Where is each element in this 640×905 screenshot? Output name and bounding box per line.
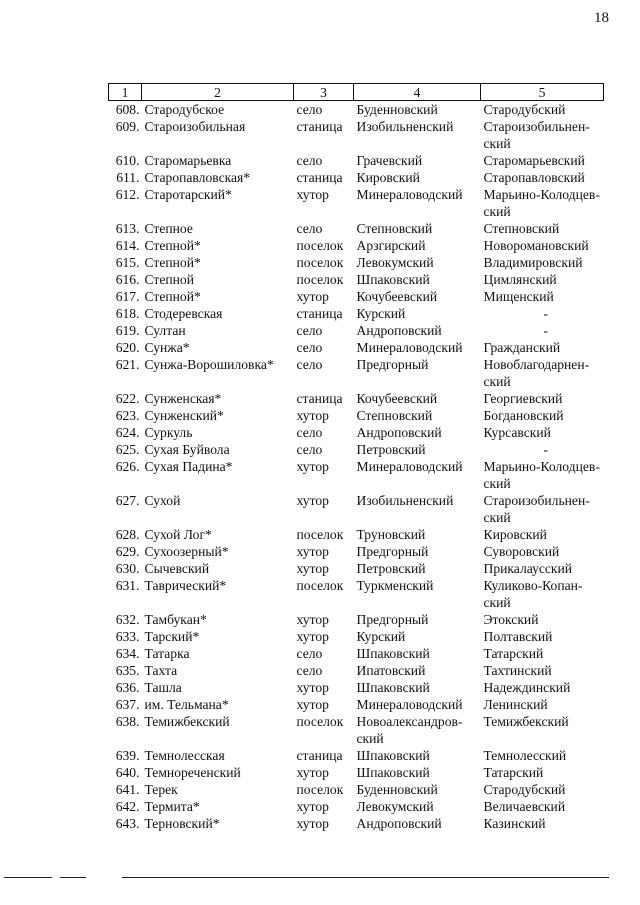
settlement-name: Султан [144, 323, 186, 338]
settlement-name: Староизобильная [144, 119, 246, 134]
settlement-type: поселок [296, 714, 344, 729]
footer-rule-mid [60, 877, 86, 878]
district: Кочубеевский [356, 289, 438, 304]
settlement-name: Татарка [144, 646, 190, 661]
municipality: Староизобильнен- ский [483, 493, 590, 525]
header-col-1: 1 [109, 84, 142, 101]
district: Грачевский [356, 153, 423, 168]
table-row [109, 560, 604, 577]
district: Петровский [356, 442, 426, 457]
district: Предгорный [356, 544, 429, 559]
municipality: Величаевский [483, 799, 566, 814]
settlement-name: Старопавловская* [144, 170, 251, 185]
row-number: 637. [115, 697, 140, 712]
table-row [109, 492, 604, 526]
table-row [109, 169, 604, 186]
settlement-name: Темнореченский [144, 765, 241, 780]
settlement-name: Термита* [144, 799, 200, 814]
settlement-name: Степное [144, 221, 193, 236]
table-row [109, 764, 604, 781]
municipality: - [543, 306, 549, 321]
municipality: Суворовский [483, 544, 560, 559]
district: Минераловодский [356, 340, 463, 355]
settlement-type: хутор [296, 680, 329, 695]
settlement-name: Сунженский* [144, 408, 224, 423]
district: Левокумский [356, 255, 434, 270]
table-row [109, 220, 604, 237]
municipality: Полтавский [483, 629, 553, 644]
settlement-name: Степной* [144, 255, 201, 270]
table-row [109, 747, 604, 764]
table-row [109, 186, 604, 220]
table-row [109, 798, 604, 815]
district: Курский [356, 306, 406, 321]
row-number: 623. [115, 408, 140, 423]
settlement-type: хутор [296, 459, 329, 474]
district: Минераловодский [356, 697, 463, 712]
district: Изобильненский [356, 493, 454, 508]
municipality: Марьино-Колодцев- ский [483, 459, 600, 491]
municipality: Надеждинский [483, 680, 571, 695]
row-number: 622. [115, 391, 140, 406]
settlement-type: поселок [296, 578, 344, 593]
row-number: 630. [115, 561, 140, 576]
municipality: Старомарьевский [483, 153, 585, 168]
table-row [109, 611, 604, 628]
row-number: 628. [115, 527, 140, 542]
settlement-name: Сунжа* [144, 340, 190, 355]
row-number: 613. [115, 221, 140, 236]
table-body [109, 101, 604, 833]
settlement-name: Терек [144, 782, 178, 797]
settlement-name: Стодеревская [144, 306, 223, 321]
table-row [109, 356, 604, 390]
municipality: Новоромановский [483, 238, 589, 253]
row-number: 631. [115, 578, 140, 593]
table-row [109, 254, 604, 271]
table-row [109, 458, 604, 492]
settlement-type: хутор [296, 561, 329, 576]
settlement-type: поселок [296, 782, 344, 797]
settlement-type: село [296, 646, 323, 661]
settlement-name: Тарский* [144, 629, 200, 644]
footer-rule-right [122, 877, 609, 878]
district: Кочубеевский [356, 391, 438, 406]
table-header [109, 84, 604, 101]
table-row [109, 441, 604, 458]
settlement-name: Сухая Падина* [144, 459, 233, 474]
row-number: 619. [115, 323, 140, 338]
settlement-type: поселок [296, 255, 344, 270]
settlement-type: хутор [296, 493, 329, 508]
municipality: Этокский [483, 612, 539, 627]
settlement-type: село [296, 221, 323, 236]
header-col-2: 2 [142, 84, 294, 101]
settlement-name: Степной* [144, 289, 201, 304]
municipality: Темнолесский [483, 748, 567, 763]
district: Труновский [356, 527, 426, 542]
settlement-type: станица [296, 748, 343, 763]
table-row [109, 645, 604, 662]
district: Предгорный [356, 612, 429, 627]
district: Шпаковский [356, 680, 430, 695]
municipality: Татарский [483, 765, 544, 780]
settlement-type: хутор [296, 289, 329, 304]
municipality: Куликово-Копан- ский [483, 578, 583, 610]
table-row [109, 339, 604, 356]
row-number: 614. [115, 238, 140, 253]
settlement-type: хутор [296, 544, 329, 559]
municipality: Владимировский [483, 255, 583, 270]
settlement-name: Сухой [144, 493, 181, 508]
settlement-name: Темижбекский [144, 714, 230, 729]
settlement-type: поселок [296, 272, 344, 287]
settlement-type: хутор [296, 629, 329, 644]
row-number: 641. [115, 782, 140, 797]
table-row [109, 526, 604, 543]
settlement-name: Терновский* [144, 816, 220, 831]
settlement-type: село [296, 323, 323, 338]
settlement-type: село [296, 425, 323, 440]
settlement-name: Сухоозерный* [144, 544, 229, 559]
settlement-name: Степной* [144, 238, 201, 253]
table-row [109, 407, 604, 424]
table-row [109, 815, 604, 832]
district: Минераловодский [356, 459, 463, 474]
municipality: Степновский [483, 221, 560, 236]
municipality: Тахтинский [483, 663, 552, 678]
settlements-table [108, 83, 604, 832]
settlement-type: станица [296, 306, 343, 321]
settlement-name: Старомарьевка [144, 153, 232, 168]
row-number: 642. [115, 799, 140, 814]
municipality: Казинский [483, 816, 546, 831]
district: Шпаковский [356, 748, 430, 763]
settlement-type: поселок [296, 238, 344, 253]
settlement-name: им. Тельмана* [144, 697, 229, 712]
row-number: 624. [115, 425, 140, 440]
table-row [109, 288, 604, 305]
settlement-name: Таврический* [144, 578, 227, 593]
settlement-name: Ташла [144, 680, 182, 695]
district: Левокумский [356, 799, 434, 814]
table-row [109, 305, 604, 322]
row-number: 629. [115, 544, 140, 559]
table-row [109, 118, 604, 152]
district: Шпаковский [356, 272, 430, 287]
settlement-name: Сычевский [144, 561, 210, 576]
district: Степновский [356, 408, 433, 423]
row-number: 638. [115, 714, 140, 729]
row-number: 635. [115, 663, 140, 678]
row-number: 626. [115, 459, 140, 474]
municipality: Гражданский [483, 340, 561, 355]
table-row [109, 152, 604, 169]
district: Курский [356, 629, 406, 644]
settlement-type: хутор [296, 408, 329, 423]
municipality: Прикалаусский [483, 561, 573, 576]
district: Кировский [356, 170, 420, 185]
table-row [109, 237, 604, 254]
settlement-type: село [296, 153, 323, 168]
district: Арзгирский [356, 238, 426, 253]
settlement-name: Старотарский* [144, 187, 232, 202]
district: Шпаковский [356, 765, 430, 780]
municipality: Староизобильнен- ский [483, 119, 590, 151]
settlement-name: Тамбукан* [144, 612, 207, 627]
table-row [109, 713, 604, 747]
row-number: 632. [115, 612, 140, 627]
table-row [109, 271, 604, 288]
district: Андроповский [356, 816, 442, 831]
row-number: 633. [115, 629, 140, 644]
settlement-name: Тахта [144, 663, 178, 678]
footer-rule-left [4, 877, 52, 878]
settlement-type: хутор [296, 612, 329, 627]
municipality: Георгиевский [483, 391, 563, 406]
district: Ипатовский [356, 663, 426, 678]
settlement-name: Сунженская* [144, 391, 222, 406]
header-col-3: 3 [294, 84, 354, 101]
header-col-4: 4 [354, 84, 481, 101]
district: Андроповский [356, 323, 442, 338]
settlement-type: хутор [296, 765, 329, 780]
settlement-type: село [296, 102, 323, 117]
settlement-type: село [296, 357, 323, 372]
municipality: Старопавловский [483, 170, 585, 185]
district: Буденновский [356, 782, 438, 797]
district: Новоалександров- ский [356, 714, 463, 746]
settlement-name: Темнолесская [144, 748, 225, 763]
table-row [109, 679, 604, 696]
district: Петровский [356, 561, 426, 576]
settlement-name: Стародубское [144, 102, 225, 117]
row-number: 615. [115, 255, 140, 270]
settlement-name: Сунжа-Ворошиловка* [144, 357, 274, 372]
table-row [109, 696, 604, 713]
row-number: 627. [115, 493, 140, 508]
header-col-5: 5 [481, 84, 604, 101]
row-number: 618. [115, 306, 140, 321]
municipality: Татарский [483, 646, 544, 661]
municipality: Новоблагодарнен- ский [483, 357, 590, 389]
settlement-type: хутор [296, 697, 329, 712]
settlement-type: село [296, 442, 323, 457]
row-number: 610. [115, 153, 140, 168]
row-number: 616. [115, 272, 140, 287]
row-number: 643. [115, 816, 140, 831]
settlement-name: Степной [144, 272, 194, 287]
table-row [109, 577, 604, 611]
municipality: Стародубский [483, 102, 566, 117]
settlement-name: Суркуль [144, 425, 193, 440]
municipality: Марьино-Колодцев- ский [483, 187, 600, 219]
row-number: 640. [115, 765, 140, 780]
municipality: - [543, 323, 549, 338]
settlement-type: село [296, 663, 323, 678]
settlement-type: станица [296, 170, 343, 185]
table-row [109, 628, 604, 645]
district: Изобильненский [356, 119, 454, 134]
table-row [109, 322, 604, 339]
row-number: 612. [115, 187, 140, 202]
municipality: Кировский [483, 527, 547, 542]
row-number: 609. [115, 119, 140, 134]
settlement-type: станица [296, 391, 343, 406]
table-row [109, 390, 604, 407]
table-row [109, 101, 604, 119]
table-row [109, 781, 604, 798]
settlement-type: хутор [296, 816, 329, 831]
district: Буденновский [356, 102, 438, 117]
row-number: 621. [115, 357, 140, 372]
settlement-type: поселок [296, 527, 344, 542]
municipality: Стародубский [483, 782, 566, 797]
district: Минераловодский [356, 187, 463, 202]
page-number: 18 [594, 10, 609, 26]
row-number: 611. [116, 170, 140, 185]
row-number: 625. [115, 442, 140, 457]
settlement-type: хутор [296, 187, 329, 202]
settlement-type: станица [296, 119, 343, 134]
district: Степновский [356, 221, 433, 236]
table-row [109, 424, 604, 441]
header-row [109, 84, 604, 101]
district: Андроповский [356, 425, 442, 440]
district: Предгорный [356, 357, 429, 372]
municipality: Богдановский [483, 408, 564, 423]
municipality: Ленинский [483, 697, 548, 712]
table-row [109, 662, 604, 679]
settlement-type: село [296, 340, 323, 355]
municipality: Мищенский [483, 289, 554, 304]
settlement-type: хутор [296, 799, 329, 814]
row-number: 634. [115, 646, 140, 661]
row-number: 636. [115, 680, 140, 695]
municipality: Курсавский [483, 425, 551, 440]
row-number: 620. [115, 340, 140, 355]
table-row [109, 543, 604, 560]
municipality: Темижбекский [483, 714, 569, 729]
row-number: 608. [115, 102, 140, 117]
municipality: - [543, 442, 549, 457]
row-number: 639. [115, 748, 140, 763]
district: Шпаковский [356, 646, 430, 661]
district: Туркменский [356, 578, 434, 593]
municipality: Цимлянский [483, 272, 557, 287]
row-number: 617. [115, 289, 140, 304]
settlement-name: Сухая Буйвола [144, 442, 230, 457]
settlement-name: Сухой Лог* [144, 527, 212, 542]
